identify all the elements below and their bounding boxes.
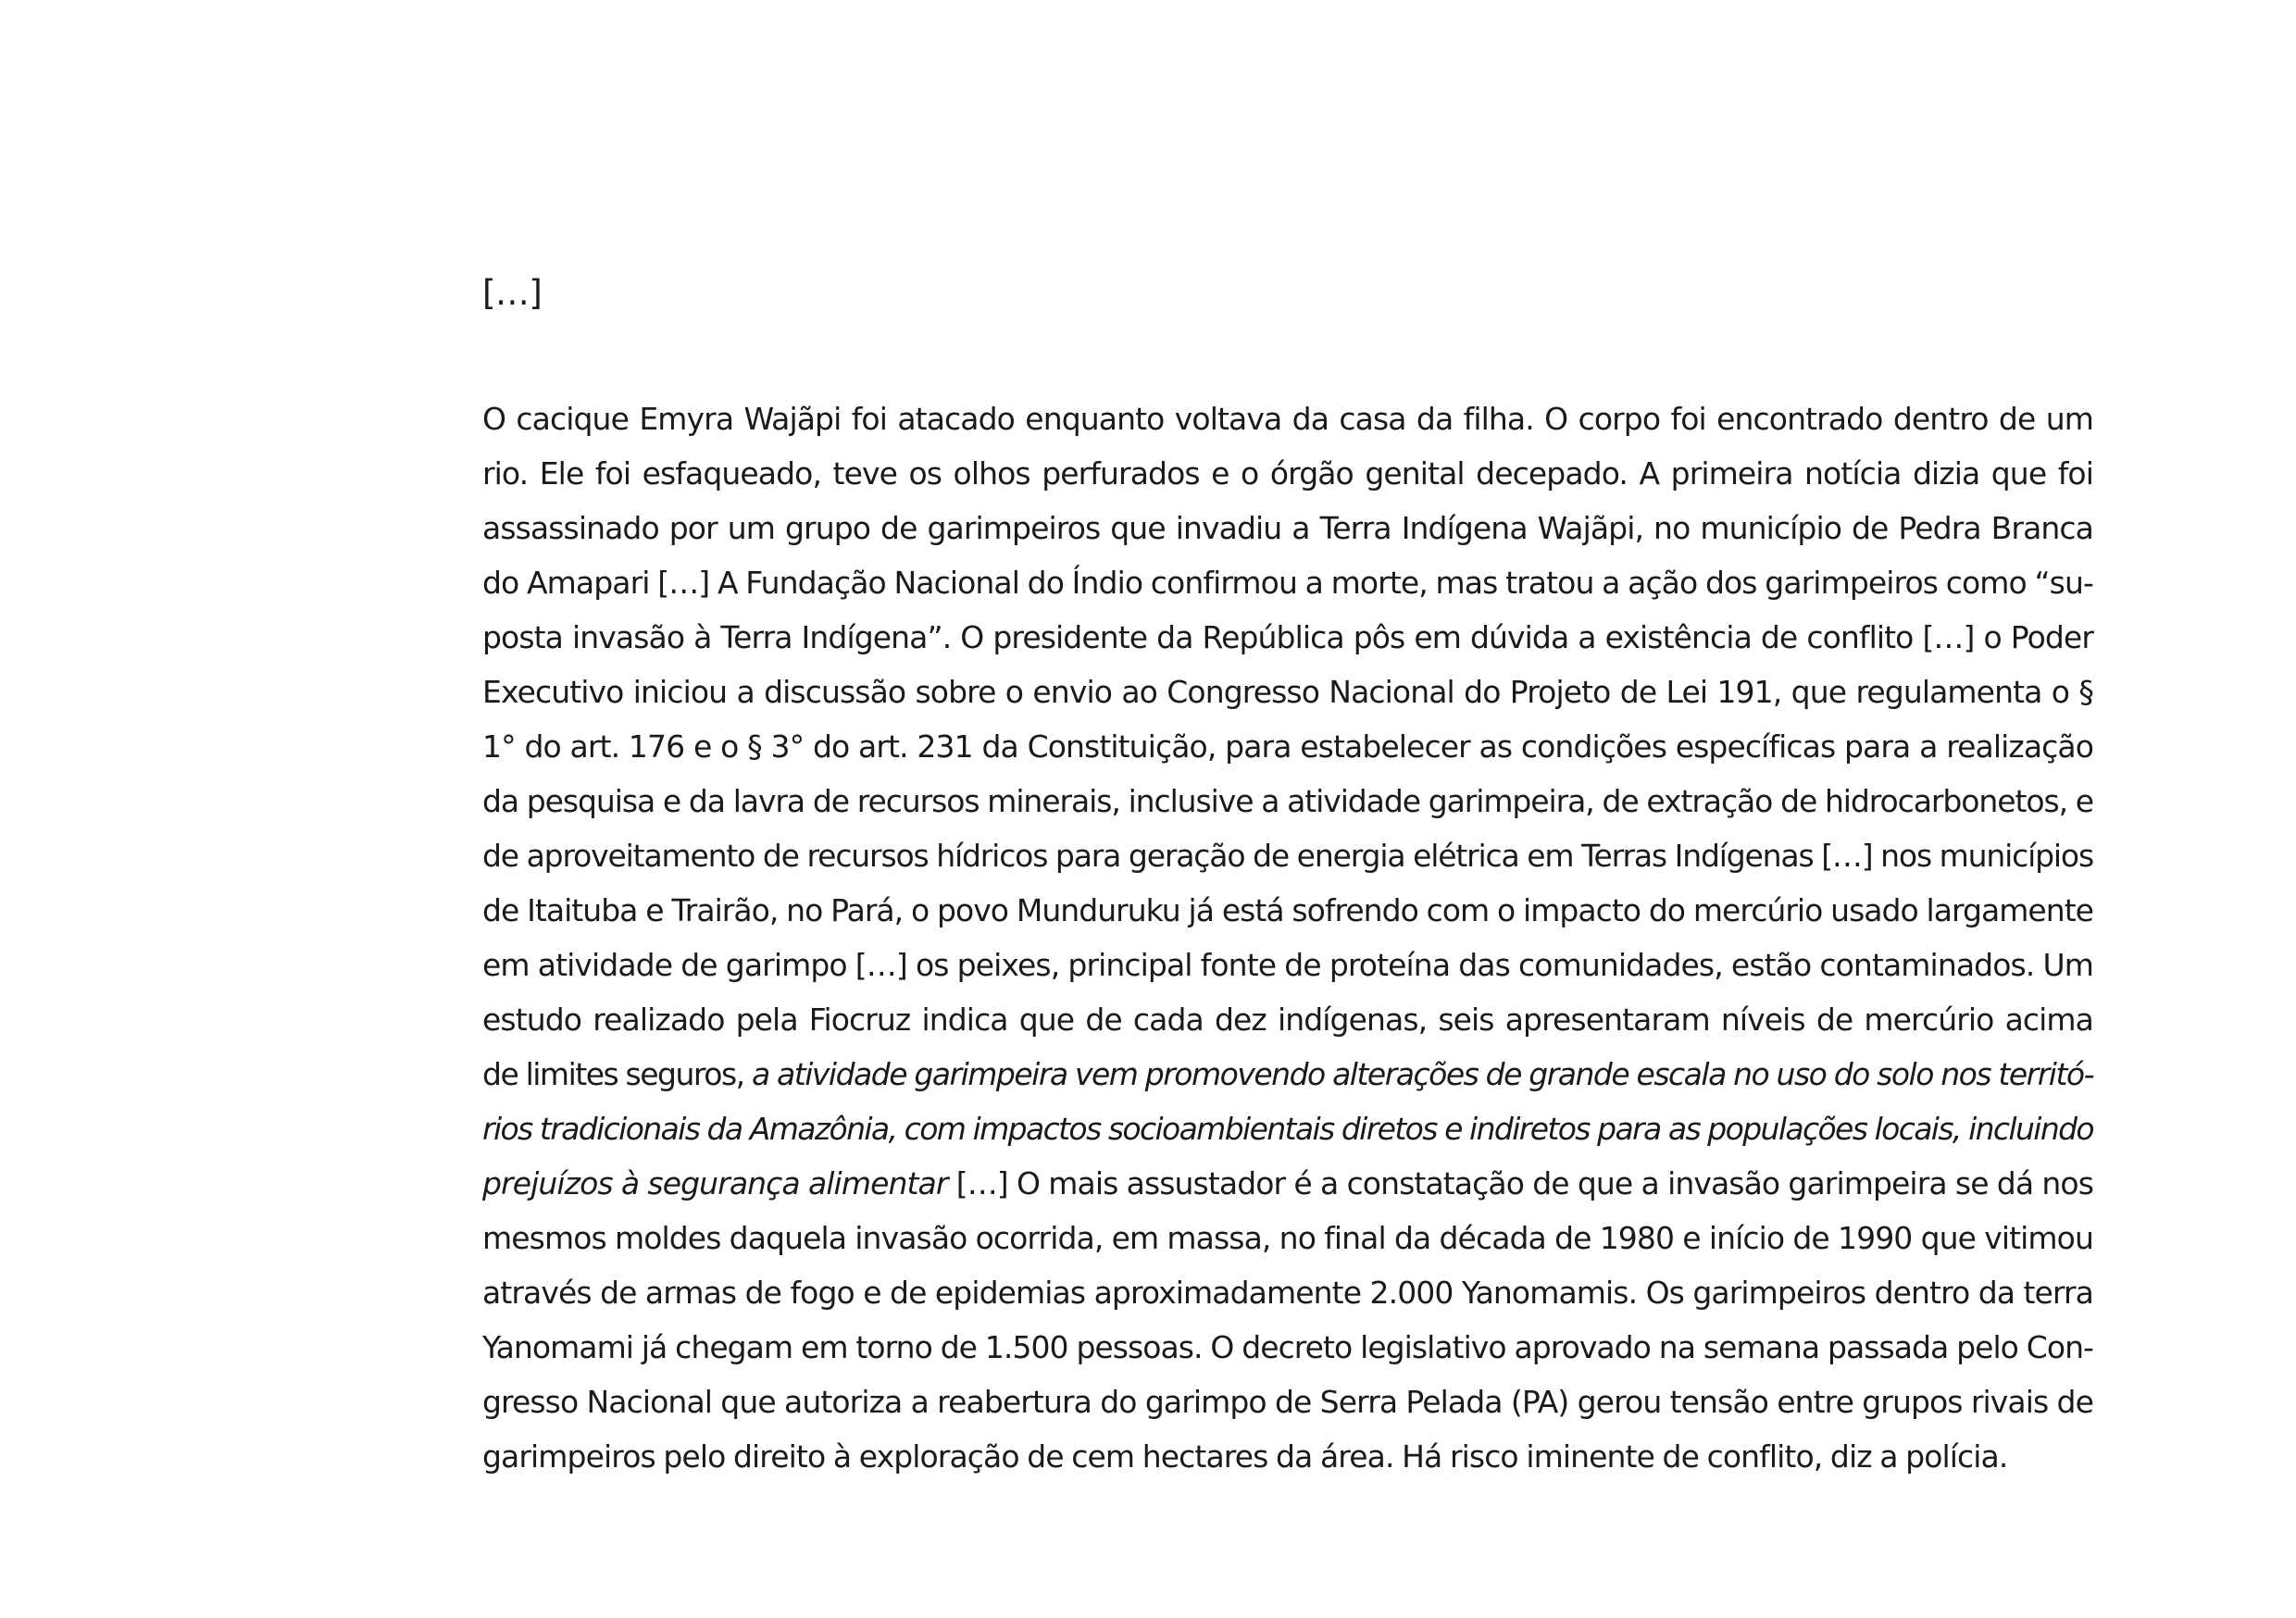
body-paragraph	[482, 392, 2093, 1484]
opening-ellipsis: […]	[482, 273, 543, 313]
text-segment: Yanomami já chegam em torno de 1.500 pessoas. O decreto legislativo aprovado na semana passada pelo Con-	[482, 1329, 2093, 1365]
text-segment: garimpeiros pelo direito à exploração de cem hectares da área. Há risco iminente de conflito, diz a polícia.	[482, 1438, 2008, 1475]
text-line	[482, 992, 2093, 1047]
text-line	[482, 1429, 2093, 1484]
text-line	[482, 1156, 2093, 1211]
text-segment: 1° do art. 176 e o § 3° do art. 231 da Constituição, para estabelecer as condições específicas para a realização	[482, 728, 2093, 765]
text-segment: mesmos moldes daquela invasão ocorrida, em massa, no final da década de 1980 e início de 1990 que vitimou	[482, 1220, 2093, 1256]
text-segment: gresso Nacional que autoriza a reabertura do garimpo de Serra Pelada (PA) gerou tensão entre grupos rivais de	[482, 1384, 2093, 1420]
text-line	[482, 1265, 2093, 1320]
text-segment: […] O mais assustador é a constatação de que a invasão garimpeira se dá nos	[947, 1165, 2093, 1201]
text-line	[482, 392, 2093, 446]
text-line	[482, 938, 2093, 992]
text-segment: de aproveitamento de recursos hídricos para geração de energia elétrica em Terras Indígenas […] nos municípios	[482, 838, 2093, 874]
text-line	[482, 1101, 2093, 1156]
text-line	[482, 665, 2093, 719]
text-line	[482, 555, 2093, 610]
text-line	[482, 1375, 2093, 1429]
text-segment: estudo realizado pela Fiocruz indica que de cada dez indígenas, seis apresentaram níveis de mercúrio acima	[482, 1002, 2093, 1038]
text-line	[482, 1320, 2093, 1375]
text-segment: em atividade de garimpo […] os peixes, principal fonte de proteína das comunidades, estão contaminados. Um	[482, 947, 2093, 983]
text-line	[482, 828, 2093, 883]
italic-text-segment: a atividade garimpeira vem promovendo alterações de grande escala no uso do solo nos territó-	[751, 1056, 2093, 1092]
italic-text-segment: rios tradicionais da Amazônia, com impactos socioambientais diretos e indiretos para as populações locais, incluindo	[482, 1111, 2093, 1147]
text-line	[482, 501, 2093, 555]
text-line	[482, 446, 2093, 501]
text-line	[482, 774, 2093, 828]
text-segment: do Amapari […] A Fundação Nacional do Índio confirmou a morte, mas tratou a ação dos garimpeiros como “su-	[482, 565, 2093, 601]
text-line	[482, 1047, 2093, 1101]
text-line	[482, 610, 2093, 665]
text-line	[482, 1211, 2093, 1265]
text-line	[482, 883, 2093, 938]
text-segment: O cacique Emyra Wajãpi foi atacado enquanto voltava da casa da filha. O corpo foi encontrado dentro de um	[482, 401, 2093, 437]
text-segment: posta invasão à Terra Indígena”. O presidente da República pôs em dúvida a existência de conflito […] o Poder	[482, 619, 2093, 655]
text-segment: de limites seguros,	[482, 1056, 752, 1092]
text-segment: rio. Ele foi esfaqueado, teve os olhos perfurados e o órgão genital decepado. A primeira notícia dizia que foi	[482, 455, 2093, 492]
text-segment: Executivo iniciou a discussão sobre o envio ao Congresso Nacional do Projeto de Lei 191, que regulamenta o §	[482, 674, 2093, 710]
text-segment: de Itaituba e Trairão, no Pará, o povo Munduruku já está sofrendo com o impacto do mercúrio usado largamente	[482, 892, 2093, 928]
text-segment: assassinado por um grupo de garimpeiros que invadiu a Terra Indígena Wajãpi, no município de Pedra Branca	[482, 510, 2093, 546]
italic-text-segment: prejuízos à segurança alimentar	[482, 1165, 948, 1201]
text-line	[482, 719, 2093, 774]
text-segment: através de armas de fogo e de epidemias aproximadamente 2.000 Yanomamis. Os garimpeiros dentro da terra	[482, 1275, 2093, 1311]
text-segment: da pesquisa e da lavra de recursos minerais, inclusive a atividade garimpeira, de extração de hidrocarbonetos, e	[482, 783, 2093, 819]
